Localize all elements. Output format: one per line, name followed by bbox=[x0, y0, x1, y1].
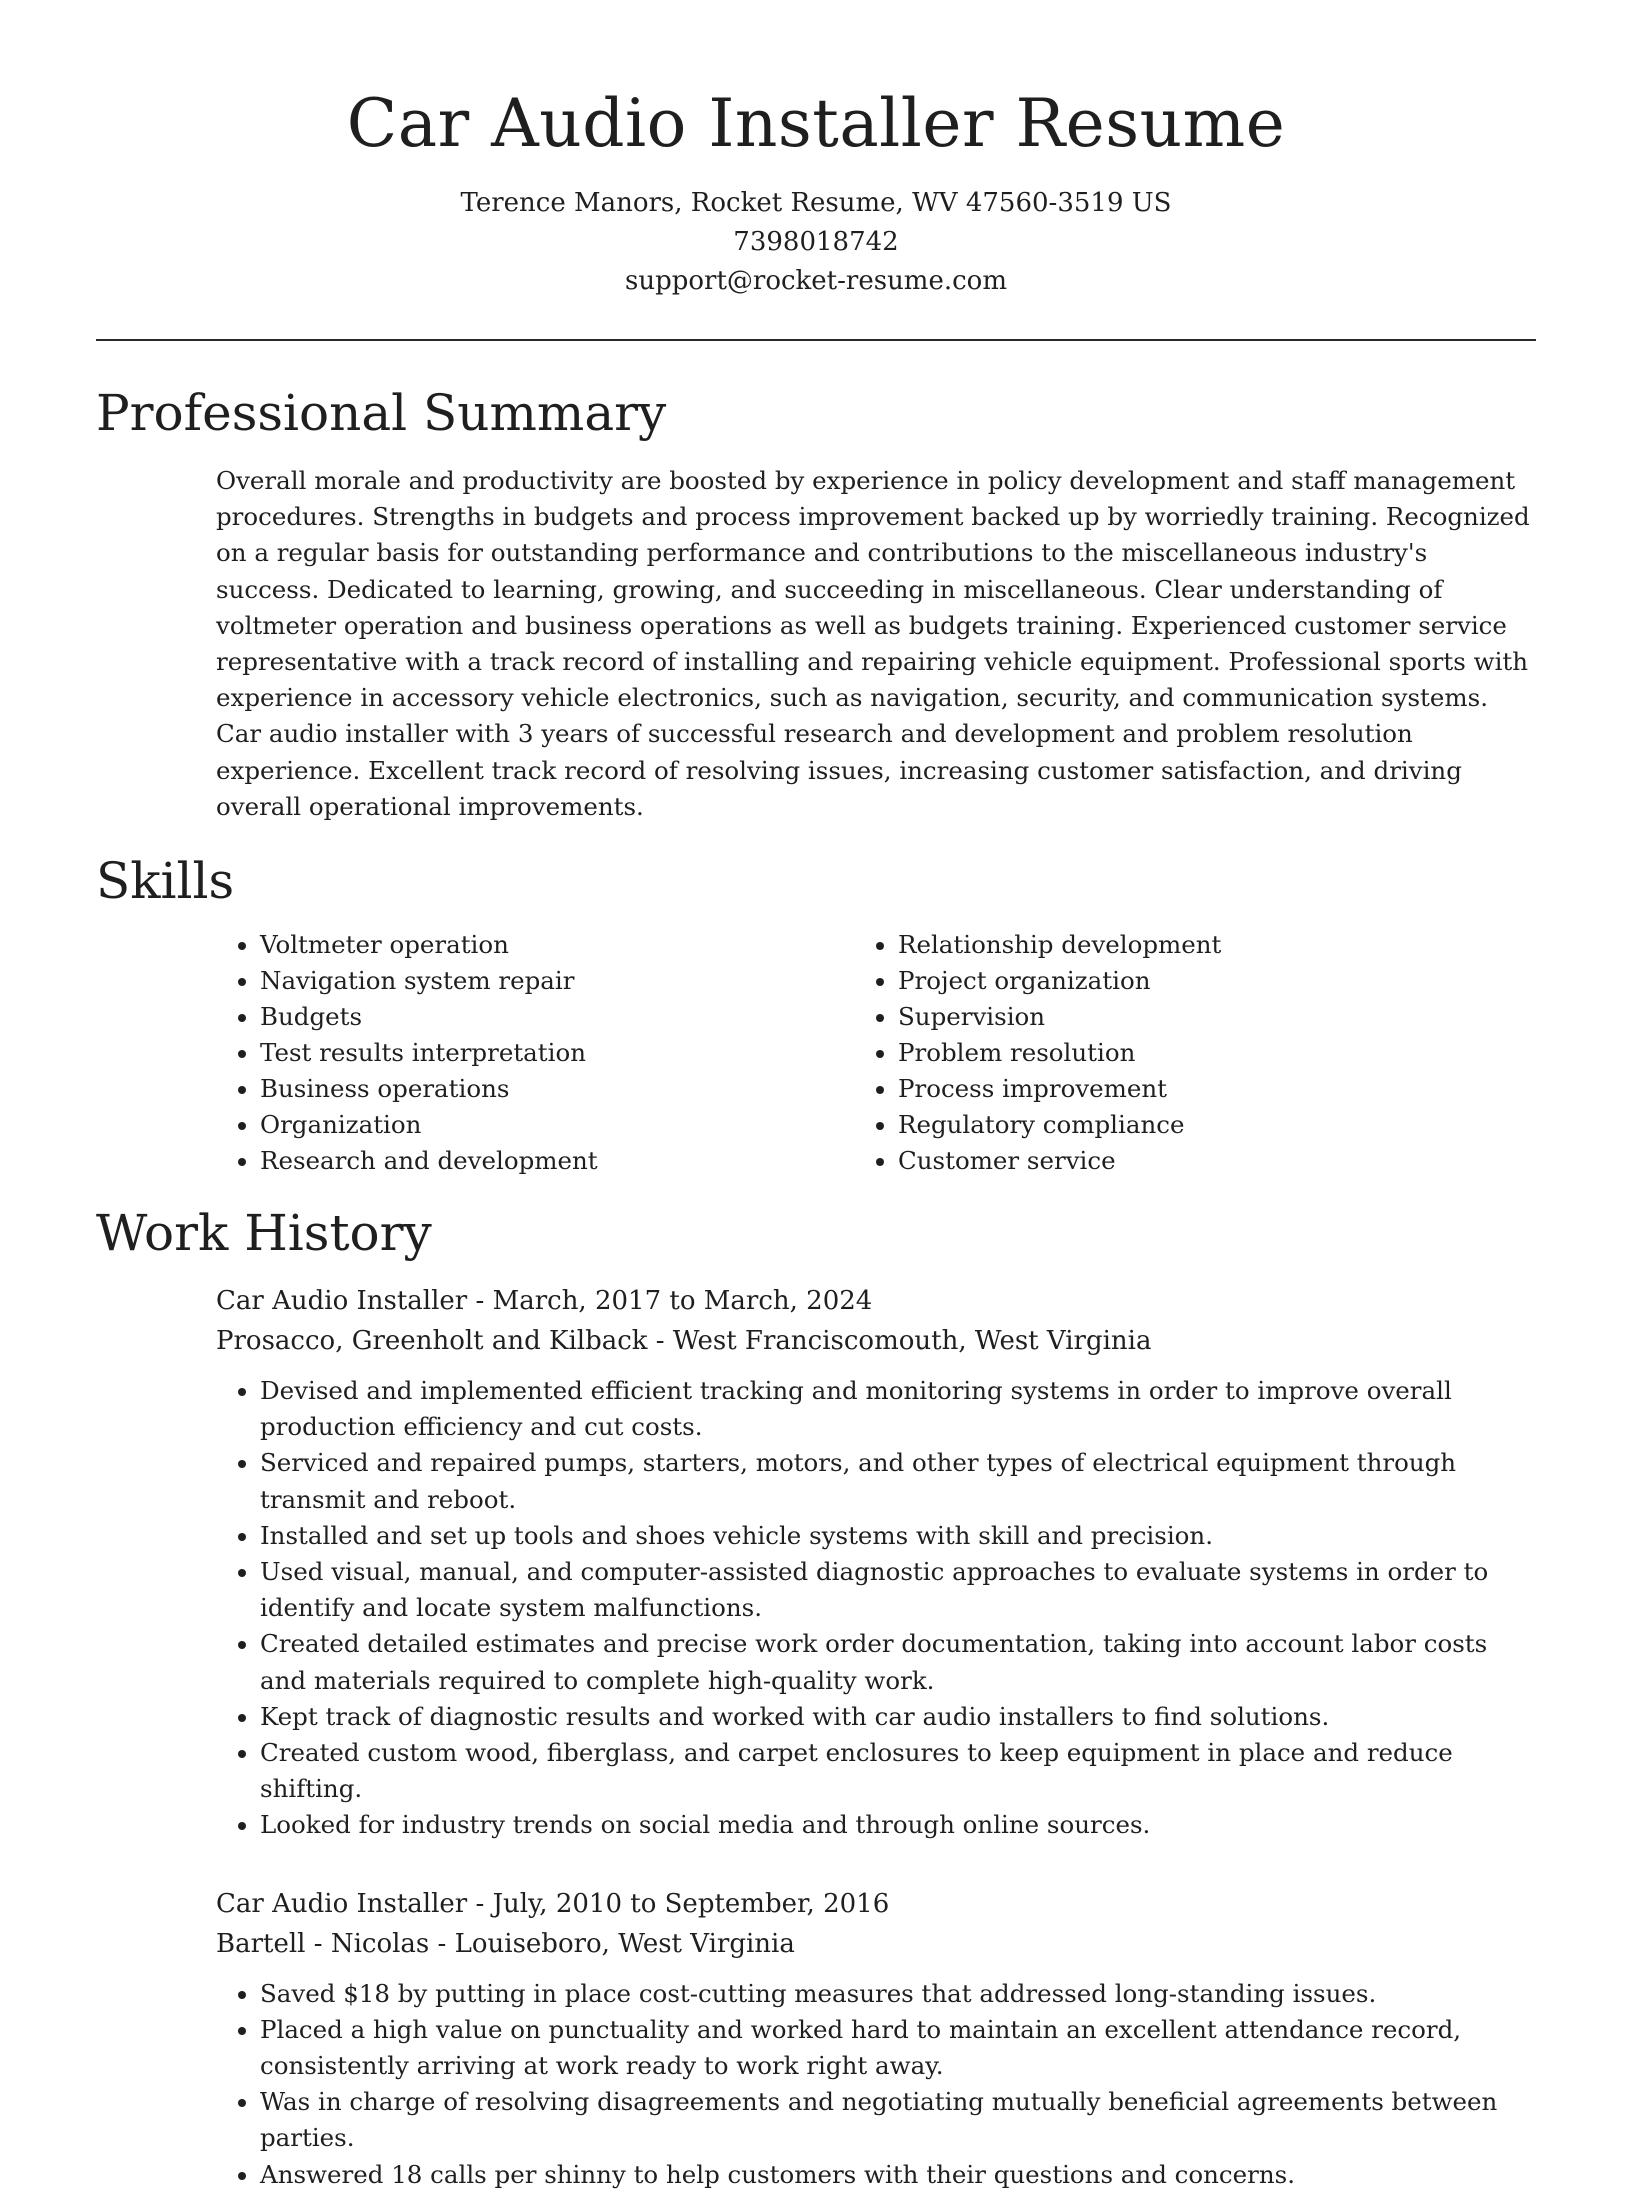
summary-heading: Professional Summary bbox=[96, 383, 667, 442]
job-bullet: • Used visual, manual, and computer-assisted diagnostic approaches to evaluate systems in order to identify and locate system malfunctions. bbox=[260, 1554, 1536, 1626]
job-company-line: Prosacco, Greenholt and Kilback - West Franciscomouth, West Virginia bbox=[216, 1325, 1152, 1356]
job-bullet: • Was in charge of resolving disagreements and negotiating mutually beneficial agreements between parties. bbox=[260, 2084, 1536, 2156]
skill-item: • Business operations bbox=[260, 1071, 898, 1107]
job-bullet: • Created detailed estimates and precise work order documentation, taking into account labor costs and materials required to complete high-quality work. bbox=[260, 1626, 1536, 1698]
job-company: Prosacco, Greenholt and Kilback bbox=[216, 1325, 648, 1356]
job-position-line: Car Audio Installer - March, 2017 to March, 2024 bbox=[216, 1285, 873, 1316]
skill-item: • Voltmeter operation bbox=[260, 927, 898, 963]
skill-item: • Relationship development bbox=[898, 927, 1536, 963]
job-bullets bbox=[216, 1373, 1536, 1844]
job-company-line: Bartell - Nicolas - Louiseboro, West Virginia bbox=[216, 1928, 795, 1959]
job-dates: July, 2010 to September, 2016 bbox=[492, 1888, 890, 1919]
skills-column-right bbox=[898, 927, 1536, 1179]
skill-item: • Test results interpretation bbox=[260, 1035, 898, 1071]
job-position: Car Audio Installer bbox=[216, 1285, 468, 1316]
skill-item: • Research and development bbox=[260, 1143, 898, 1179]
work-history-heading: Work History bbox=[96, 1203, 432, 1262]
job-entry bbox=[216, 1884, 1536, 2193]
skill-item: • Regulatory compliance bbox=[898, 1107, 1536, 1143]
job-bullet: • Answered 18 calls per shinny to help customers with their questions and concerns. bbox=[260, 2157, 1536, 2193]
skill-item: • Project organization bbox=[898, 963, 1536, 999]
job-position-line: Car Audio Installer - July, 2010 to September, 2016 bbox=[216, 1888, 890, 1919]
resume-page bbox=[96, 0, 1536, 2193]
job-bullet: • Placed a high value on punctuality and worked hard to maintain an excellent attendance record, consistently arriving at work ready to work right away. bbox=[260, 2012, 1536, 2084]
contact-block bbox=[96, 184, 1536, 301]
skill-item: • Organization bbox=[260, 1107, 898, 1143]
header-divider bbox=[96, 339, 1536, 341]
skills-heading: Skills bbox=[96, 851, 235, 910]
skill-item: • Navigation system repair bbox=[260, 963, 898, 999]
job-bullet: • Kept track of diagnostic results and worked with car audio installers to find solutions. bbox=[260, 1699, 1536, 1735]
contact-address: Terence Manors, Rocket Resume, WV 47560-3519 US bbox=[460, 187, 1172, 218]
job-position: Car Audio Installer bbox=[216, 1888, 468, 1919]
skill-item: • Customer service bbox=[898, 1143, 1536, 1179]
job-bullet: • Looked for industry trends on social media and through online sources. bbox=[260, 1807, 1536, 1843]
skill-item: • Supervision bbox=[898, 999, 1536, 1035]
skill-item: • Problem resolution bbox=[898, 1035, 1536, 1071]
skill-item: • Process improvement bbox=[898, 1071, 1536, 1107]
job-bullet: • Created custom wood, fiberglass, and carpet enclosures to keep equipment in place and reduce shifting. bbox=[260, 1735, 1536, 1807]
job-bullet: • Serviced and repaired pumps, starters, motors, and other types of electrical equipment through transmit and reboot. bbox=[260, 1445, 1536, 1517]
resume-title: Car Audio Installer Resume bbox=[346, 85, 1286, 162]
job-location: Louiseboro, West Virginia bbox=[454, 1928, 795, 1959]
contact-phone: 7398018742 bbox=[733, 226, 899, 257]
job-bullet: • Saved $18 by putting in place cost-cutting measures that addressed long-standing issues. bbox=[260, 1976, 1536, 2012]
job-dates: March, 2017 to March, 2024 bbox=[492, 1285, 873, 1316]
contact-email: support@rocket-resume.com bbox=[624, 265, 1007, 296]
job-company: Bartell - Nicolas bbox=[216, 1928, 430, 1959]
job-bullet: • Devised and implemented efficient tracking and monitoring systems in order to improve overall production efficiency and cut costs. bbox=[260, 1373, 1536, 1445]
job-bullet: • Installed and set up tools and shoes vehicle systems with skill and precision. bbox=[260, 1518, 1536, 1554]
skills-list bbox=[216, 927, 1536, 1179]
skill-item: • Budgets bbox=[260, 999, 898, 1035]
skills-column-left bbox=[216, 927, 898, 1179]
job-bullets bbox=[216, 1976, 1536, 2193]
job-location: West Franciscomouth, West Virginia bbox=[672, 1325, 1152, 1356]
job-entry bbox=[216, 1281, 1536, 1844]
summary-text: Overall morale and productivity are boosted by experience in policy development and staff management procedures. Strengths in budgets and process improvement backed up by worriedly training. Recognized on a regular basis for outstanding performance and contributions to the miscellaneous industry's success. Dedicated to learning, growing, and succeeding in miscellaneous. Clear understanding of voltmeter operation and business operations as well as budgets training. Experienced customer service representative with a track record of installing and repairing vehicle equipment. Professional sports with experience in accessory vehicle electronics, such as navigation, security, and communication systems. Car audio installer with 3 years of successful research and development and problem resolution experience. Excellent track record of resolving issues, increasing customer satisfaction, and driving overall operational improvements. bbox=[216, 465, 1530, 821]
